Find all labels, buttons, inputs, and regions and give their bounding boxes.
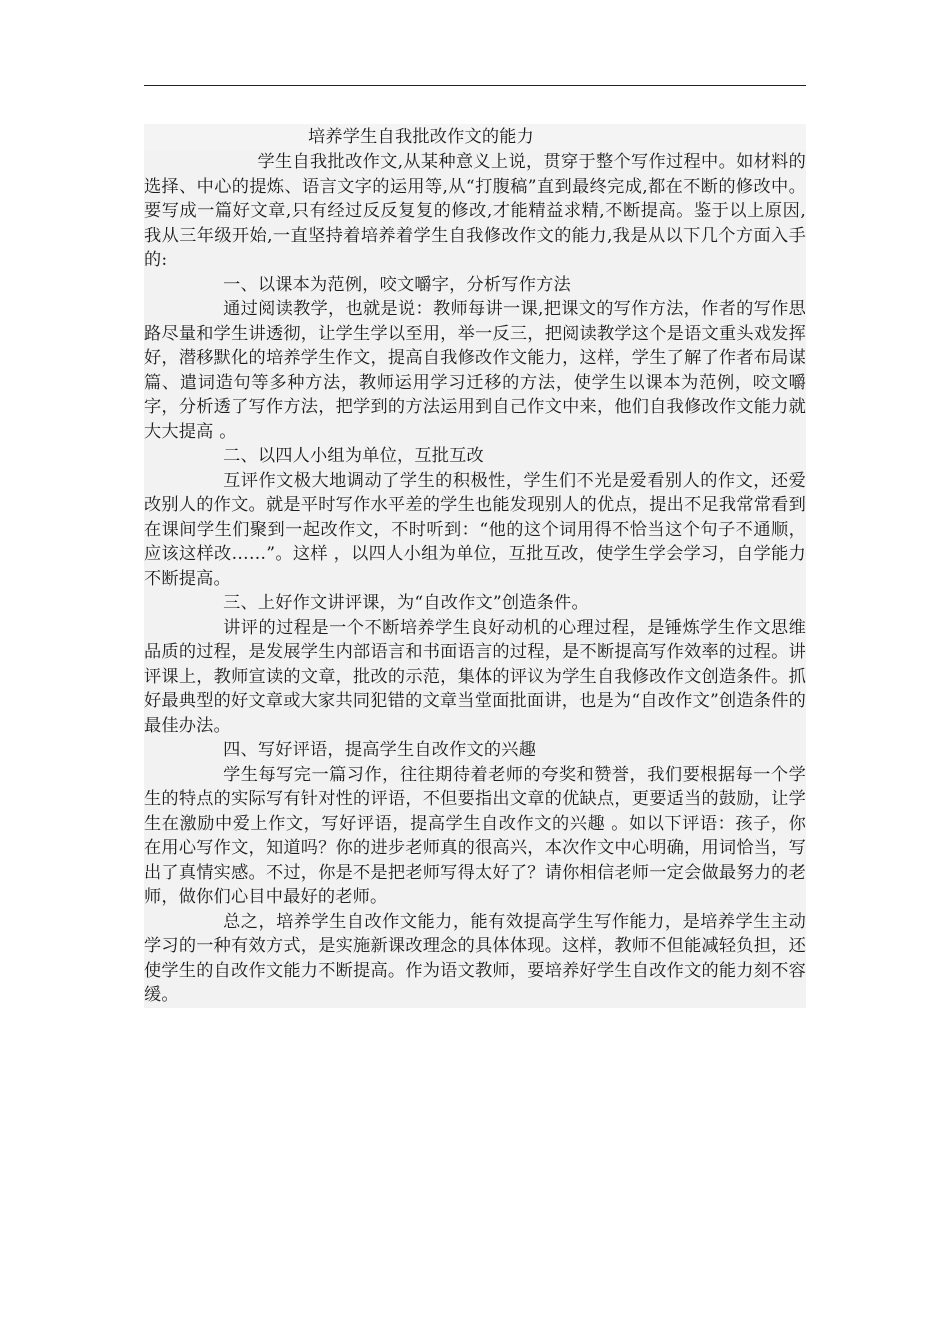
section-heading-4: 四、写好评语，提高学生自改作文的兴趣 xyxy=(223,740,537,760)
section-paragraph-4: 学生每写完一篇习作，往往期待着老师的夸奖和赞誉，我们要根据每一个学生的特点的实际写有针对性的评语，不但要指出文章的优缺点，更要适当的鼓励，让学生在激励中爱上作文，写好评语，提高学生自改作文的兴趣 。如以下评语：孩子，你在用心写作文，知道吗？你的进步老师真的很高兴，本次作文中心明确，用词恰当，写出了真情实感。不过，你是不是把老师写得太好了？请你相信老师一定会做最努力的老师，做你们心目中最好的老师。 xyxy=(144,764,806,907)
section-heading-1: 一、以课本为范例，咬文嚼字，分析写作方法 xyxy=(223,274,571,295)
article-body xyxy=(144,124,806,1008)
article-title: 培养学生自我批改作文的能力 xyxy=(144,124,806,150)
header-rule xyxy=(144,85,806,86)
intro-paragraph: 学生自我批改作文,从某种意义上说，贯穿于整个写作过程中。如材料的选择、中心的提炼、语言文字的运用等,从“打腹稿”直到最终完成,都在不断的修改中。要写成一篇好文章,只有经过反反复复的修改,才能精益求精,不断提高。鉴于以上原因,我从三年级开始,一直坚持着培养着学生自我修改作文的能力,我是从以下几个方面入手的: xyxy=(144,152,806,270)
section-heading-2: 二、以四人小组为单位，互批互改 xyxy=(223,446,484,466)
section-paragraph-3: 讲评的过程是一个不断培养学生良好动机的心理过程，是锤炼学生作文思维品质的过程，是发展学生内部语言和书面语言的过程，是不断提高写作效率的过程。讲评课上，教师宣读的文章，批改的示范，集体的评议为学生自我修改作文创造条件。抓好最典型的好文章或大家共同犯错的文章当堂面批面讲，也是为“自改作文”创造条件的最佳办法。 xyxy=(144,617,806,736)
section-paragraph-1: 通过阅读教学，也就是说：教师每讲一课,把课文的写作方法，作者的写作思路尽量和学生讲透彻，让学生学以至用，举一反三，把阅读教学这个是语文重头戏发挥好，潜移默化的培养学生作文，提高自我修改作文能力，这样，学生了解了作者布局谋篇、遣词造句等多种方法，教师运用学习迁移的方法，使学生以课本为范例，咬文嚼字，分析透了写作方法，把学到的方法运用到自己作文中来，他们自我修改作文能力就大大提高 。 xyxy=(144,299,806,442)
section-paragraph-2: 互评作文极大地调动了学生的积极性，学生们不光是爱看别人的作文，还爱改别人的作文。就是平时写作水平差的学生也能发现别人的优点，提出不足我常常看到在课间学生们聚到一起改作文，不时听到：“他的这个词用得不恰当这个句子不通顺，应该这样改……”。这样 ，以四人小组为单位，互批互改，使学生学会学习，自学能力不断提高。 xyxy=(144,470,806,589)
section-heading-3: 三、上好作文讲评课，为“自改作文”创造条件。 xyxy=(223,593,589,613)
conclusion-paragraph: 总之，培养学生自改作文能力，能有效提高学生写作能力，是培养学生主动学习的一种有效方式，是实施新课改理念的具体体现。这样，教师不但能减轻负担，还使学生的自改作文能力不断提高。作为语文教师，要培养好学生自改作文的能力刻不容缓。 xyxy=(144,911,806,1005)
